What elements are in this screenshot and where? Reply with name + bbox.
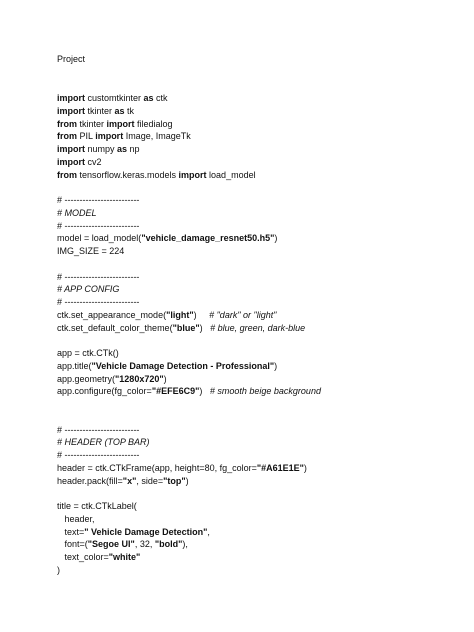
code-token: "#EFE6C9" <box>151 386 200 397</box>
code-line <box>57 487 457 500</box>
code-token: "Vehicle Damage Detection - Professional" <box>91 360 275 371</box>
code-token: numpy <box>85 144 118 154</box>
code-token: # ------------------------- <box>57 271 140 282</box>
code-token: header, <box>57 513 95 524</box>
code-token: " Vehicle Damage Detection" <box>84 526 208 537</box>
code-line <box>57 398 457 411</box>
code-token: app.title( <box>57 360 92 371</box>
code-token: Image, ImageTk <box>123 131 191 142</box>
code-token: # ------------------------- <box>57 424 140 435</box>
code-token: ) <box>274 233 278 244</box>
code-token: tkinter <box>77 118 107 129</box>
code-token: as <box>143 93 154 103</box>
code-line <box>57 462 457 475</box>
code-line <box>57 436 457 449</box>
code-token: ) <box>193 309 210 320</box>
code-token: import <box>106 118 135 129</box>
code-token: header.pack(fill= <box>57 475 123 486</box>
code-token: import <box>57 105 85 116</box>
code-token: title = ctk.CTkLabel( <box>57 501 137 511</box>
code-line <box>57 220 457 233</box>
code-token: import <box>57 93 85 103</box>
code-token: # HEADER (TOP BAR) <box>57 437 150 448</box>
code-token: import <box>57 144 85 154</box>
code-line <box>57 156 457 169</box>
code-line <box>57 169 457 182</box>
code-line <box>57 564 457 577</box>
code-token: "top" <box>163 475 186 486</box>
code-token: load_model <box>206 169 256 180</box>
code-token: as <box>114 105 125 116</box>
code-token: app.geometry( <box>57 373 116 384</box>
code-token: ) <box>185 475 189 486</box>
code-token: , 32, <box>134 539 155 550</box>
code-token: text_color= <box>57 552 109 562</box>
code-block <box>57 92 457 577</box>
code-token: ) <box>303 462 307 473</box>
code-line <box>57 283 457 296</box>
code-token: ) <box>163 373 167 384</box>
code-line <box>57 271 457 284</box>
code-line <box>57 258 457 271</box>
code-token: tk <box>124 105 135 116</box>
code-token: import <box>178 169 207 180</box>
code-token: "white" <box>108 552 141 562</box>
code-token: # ------------------------- <box>57 450 140 460</box>
code-line <box>57 449 457 462</box>
code-token: from <box>57 131 77 142</box>
code-token: from <box>57 118 77 129</box>
code-token: ) <box>199 386 210 397</box>
code-token: "vehicle_damage_resnet50.h5" <box>141 233 275 244</box>
code-line <box>57 475 457 488</box>
code-line <box>57 181 457 194</box>
code-line <box>57 207 457 220</box>
code-token: "bold" <box>154 539 183 550</box>
code-token: # APP CONFIG <box>57 284 120 295</box>
code-line <box>57 360 457 373</box>
code-token: "blue" <box>172 322 200 333</box>
code-token: "light" <box>166 309 194 320</box>
code-line <box>57 526 457 539</box>
code-line <box>57 296 457 309</box>
code-token: "Segoe UI" <box>87 539 135 550</box>
code-token: ) <box>57 564 60 575</box>
code-line <box>57 130 457 143</box>
code-token: PIL <box>77 131 96 142</box>
code-line <box>57 92 457 105</box>
code-line <box>57 551 457 564</box>
code-token: # MODEL <box>57 207 97 218</box>
code-line <box>57 334 457 347</box>
code-token: import <box>57 156 85 167</box>
code-line <box>57 105 457 118</box>
code-token: ) <box>274 360 278 371</box>
code-token: # blue, green, dark-blue <box>210 322 306 333</box>
code-token: import <box>95 131 124 142</box>
code-line <box>57 513 457 526</box>
code-token: customtkinter <box>85 93 144 103</box>
code-token: ctk.set_default_color_theme( <box>57 322 173 333</box>
code-line <box>57 424 457 437</box>
code-line <box>57 245 457 258</box>
code-token: # ------------------------- <box>57 195 140 205</box>
code-token: app = ctk.CTk() <box>57 348 119 358</box>
code-line <box>57 232 457 245</box>
code-token: as <box>117 144 128 154</box>
code-line <box>57 118 457 131</box>
code-token: ctk <box>153 93 168 103</box>
code-token: # "dark" or "light" <box>209 309 277 320</box>
code-token: tensorflow.keras.models <box>77 169 179 180</box>
code-token: # smooth beige background <box>209 386 321 397</box>
code-line <box>57 309 457 322</box>
code-token: ) <box>199 322 211 333</box>
code-line <box>57 143 457 156</box>
code-token: font=( <box>57 539 88 550</box>
code-line <box>57 322 457 335</box>
code-line <box>57 411 457 424</box>
code-line <box>57 194 457 207</box>
code-line <box>57 538 457 551</box>
code-line <box>57 500 457 513</box>
code-line <box>57 385 457 398</box>
code-token: "#A61E1E" <box>256 462 304 473</box>
code-token: # ------------------------- <box>57 220 140 231</box>
code-token: text= <box>57 526 85 537</box>
code-token: "1280x720" <box>115 373 164 384</box>
code-token: cv2 <box>85 156 102 167</box>
code-line <box>57 347 457 360</box>
code-token: from <box>57 169 77 180</box>
code-token: app.configure(fg_color= <box>57 386 152 397</box>
code-line <box>57 373 457 386</box>
code-token: # ------------------------- <box>57 297 140 307</box>
code-token: , side= <box>136 475 164 486</box>
code-token: filedialog <box>134 118 173 129</box>
code-token: , <box>207 526 210 537</box>
code-token: ctk.set_appearance_mode( <box>57 309 167 320</box>
code-token: "x" <box>122 475 137 486</box>
code-token: ), <box>182 539 188 550</box>
code-token: IMG_SIZE = 224 <box>57 246 125 256</box>
code-token: model = load_model( <box>57 233 142 244</box>
code-token: header = ctk.CTkFrame(app, height=80, fg_color= <box>57 462 257 473</box>
document-title: Project <box>57 54 86 64</box>
code-token: np <box>127 144 140 154</box>
code-token: tkinter <box>85 105 115 116</box>
